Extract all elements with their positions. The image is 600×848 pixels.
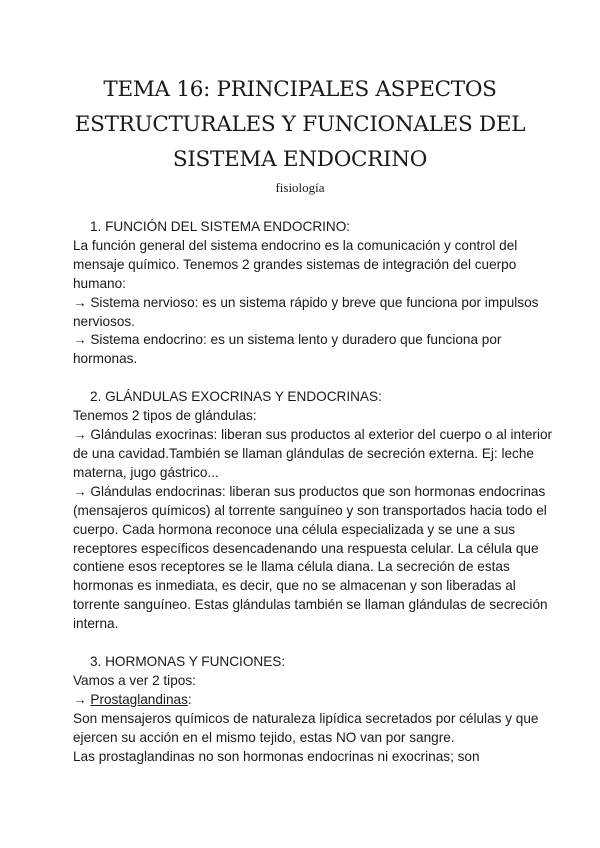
- section-2-intro: Tenemos 2 tipos de glándulas:: [73, 408, 257, 424]
- section-1-item-2: → Sistema endocrino: es un sistema lento y duradero que funciona por hormonas.: [73, 332, 502, 367]
- colon-text: :: [187, 691, 192, 707]
- title-line-1: TEMA 16: PRINCIPALES ASPECTOS: [103, 77, 497, 102]
- section-2-item-1: → Glándulas exocrinas: liberan sus productos al exterior del cuerpo o al interior de una cavidad.También se llaman glándulas de secreción externa. Ej: leche materna, jugo gástrico...: [73, 427, 553, 480]
- section-3-paragraph-2: Las prostaglandinas no son hormonas endocrinas ni exocrinas; son: [73, 748, 480, 764]
- section-3-paragraph-1: Son mensajeros químicos de naturaleza lipídica secretados por células y que ejercen su acción en el mismo tejido, estas NO van por sangre.: [73, 710, 539, 745]
- prostaglandinas-label: Prostaglandinas: [90, 691, 188, 707]
- title-line-2: ESTRUCTURALES Y FUNCIONALES DEL: [74, 112, 526, 137]
- section-3-intro: Vamos a ver 2 tipos:: [73, 672, 196, 688]
- section-1-heading: 1. FUNCIÓN DEL SISTEMA ENDOCRINO:: [90, 219, 351, 234]
- section-2-item-2: → Glándulas endocrinas: liberan sus productos que son hormonas endocrinas (mensajeros químicos) al torrente sanguíneo y son transportados hacia todo el cuerpo. Cada hormona reconoce una célula especializada y se une a sus receptores específicos desencadenando una respuesta celular. La célula que contiene esos receptores se le llama célula diana. La secreción de estas hormonas es inmediata, es decir, que no se almacenan y son liberadas al torrente sanguíneo. Estas glándulas también se llaman glándulas de secreción interna.: [73, 483, 548, 632]
- document-subtitle: fisiología: [275, 180, 325, 195]
- section-1-intro: La función general del sistema endocrino es la comunicación y control del mensaje químico. Tenemos 2 grandes sistemas de integración del cuerpo humano:: [73, 237, 518, 291]
- section-3-heading: 3. HORMONAS Y FUNCIONES:: [90, 654, 286, 670]
- title-line-3: SISTEMA ENDOCRINO: [172, 147, 428, 172]
- spacer: [73, 634, 553, 653]
- section-3-item-1: [73, 691, 553, 710]
- document-title: [40, 72, 560, 177]
- document-body: [73, 218, 553, 766]
- section-1-item-1: → Sistema nervioso: es un sistema rápido y breve que funciona por impulsos nerviosos.: [73, 294, 539, 329]
- section-2-heading: 2. GLÁNDULAS EXOCRINAS Y ENDOCRINAS:: [90, 389, 382, 405]
- arrow-text: →: [73, 691, 91, 707]
- spacer: [73, 369, 553, 388]
